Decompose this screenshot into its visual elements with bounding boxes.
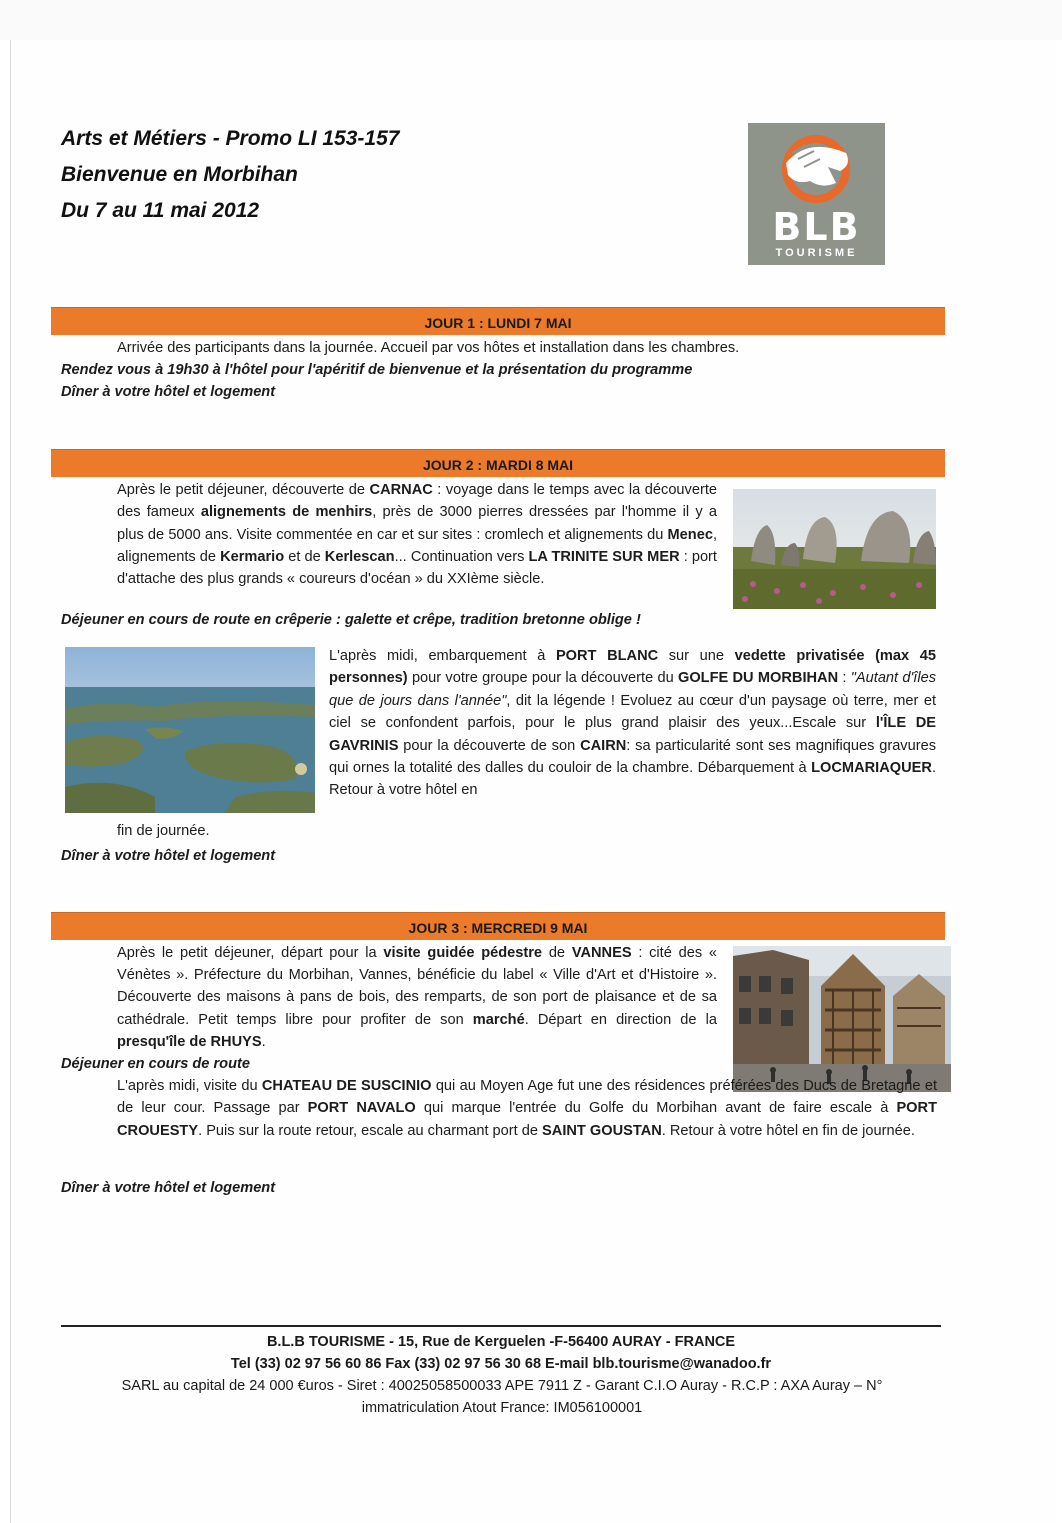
header-title-dates: Du 7 au 11 mai 2012: [61, 199, 260, 222]
day1-header: JOUR 1 : LUNDI 7 MAI: [51, 307, 945, 335]
footer-legal: SARL au capital de 24 000 €uros - Siret : 40025058500033 APE 7911 Z - Garant C.I.O Auray - R.C.P : AXA Auray – N° immatriculation Atout France: IM056100001: [121, 1378, 883, 1416]
day1-rdv: Rendez vous à 19h30 à l'hôtel pour l'apéritif de bienvenue et la présentation du programme: [61, 362, 693, 378]
day2-lunch: Déjeuner en cours de route en crêperie : galette et crêpe, tradition bretonne oblige !: [61, 612, 641, 628]
day2-dinner: Dîner à votre hôtel et logement: [61, 848, 276, 864]
footer-divider: [61, 1325, 941, 1327]
logo-subtitle: TOURISME: [775, 247, 858, 259]
blb-tourisme-logo: [748, 123, 885, 265]
vannes-old-town-photo: [733, 946, 951, 1092]
carnac-menhirs-photo: [733, 489, 936, 609]
footer-address: B.L.B TOURISME - 15, Rue de Kerguelen -F-56400 AURAY - FRANCE: [266, 1334, 736, 1350]
day3-lunch: Déjeuner en cours de route: [61, 1056, 250, 1072]
day2-paragraph-golfe: L'après midi, embarquement à PORT BLANC sur une vedette privatisée (max 45 personnes) pour votre groupe pour la découverte du GOLFE DU MORBIHAN : "Autant d'îles que de jours dans l'année", dit la légende ! Evoluez au cœur d'un paysage où terre, mer et ciel se confondent parfois, pour le plus grand plaisir des yeux...Escale sur l'ÎLE DE GAVRINIS pour la découverte de son CAIRN: sa particularité sont ses magnifiques gravures qui ornes la totalité des dalles du couloir de la chambre. Débarquement à LOCMARIAQUER. Retour à votre hôtel en: [329, 648, 937, 799]
day2-paragraph-carnac: Après le petit déjeuner, découverte de CARNAC : voyage dans le temps avec la découverte des fameux alignements de menhirs, près de 3000 pierres dressées par l'homme il y a plus de 5000 ans. Visite commentée en car et sur sites : cromlech et alignements du Menec, alignements de Kermario et de Kerlescan... Continuation vers LA TRINITE SUR MER : port d'attache des plus grands « coureurs d'océan » du XXIème siècle.: [117, 482, 717, 588]
day1-arrival: Arrivée des participants dans la journée. Accueil par vos hôtes et installation dans les chambres.: [117, 340, 740, 356]
logo-name: BLB: [772, 205, 861, 249]
day3-header: JOUR 3 : MERCREDI 9 MAI: [51, 912, 945, 940]
header-title-promo: Arts et Métiers - Promo LI 153-157: [61, 127, 400, 150]
day2-paragraph-golfe-end: fin de journée.: [117, 823, 210, 839]
scan-top-band: [0, 0, 1062, 40]
header-title-welcome: Bienvenue en Morbihan: [61, 163, 298, 186]
footer-contact: Tel (33) 02 97 56 60 86 Fax (33) 02 97 56 30 68 E-mail blb.tourisme@wanadoo.fr: [230, 1356, 772, 1372]
day1-dinner: Dîner à votre hôtel et logement: [61, 384, 276, 400]
day3-paragraph-vannes: Après le petit déjeuner, départ pour la visite guidée pédestre de VANNES : cité des « Vénètes ». Préfecture du Morbihan, Vannes, bénéficie du label « Ville d'Art et d'Histoire ». Découverte des maisons à pans de bois, des remparts, de son port de plaisance et de sa cathédrale. Petit temps libre pour profiter de son marché. Départ en direction de la presqu'île de RHUYS.: [117, 945, 717, 1050]
day3-dinner: Dîner à votre hôtel et logement: [61, 1180, 276, 1196]
day2-header: JOUR 2 : MARDI 8 MAI: [51, 449, 945, 477]
day3-paragraph-suscinio: L'après midi, visite du CHATEAU DE SUSCINIO qui au Moyen Age fut une des résidences préférées des Ducs de Bretagne et de leur cour. Passage par PORT NAVALO qui marque l'entrée du Golfe du Morbihan avant de faire escale à PORT CROUESTY. Puis sur la route retour, escale au charmant port de SAINT GOUSTAN. Retour à votre hôtel en fin de journée.: [117, 1078, 937, 1139]
golfe-du-morbihan-aerial-photo: [65, 647, 315, 813]
